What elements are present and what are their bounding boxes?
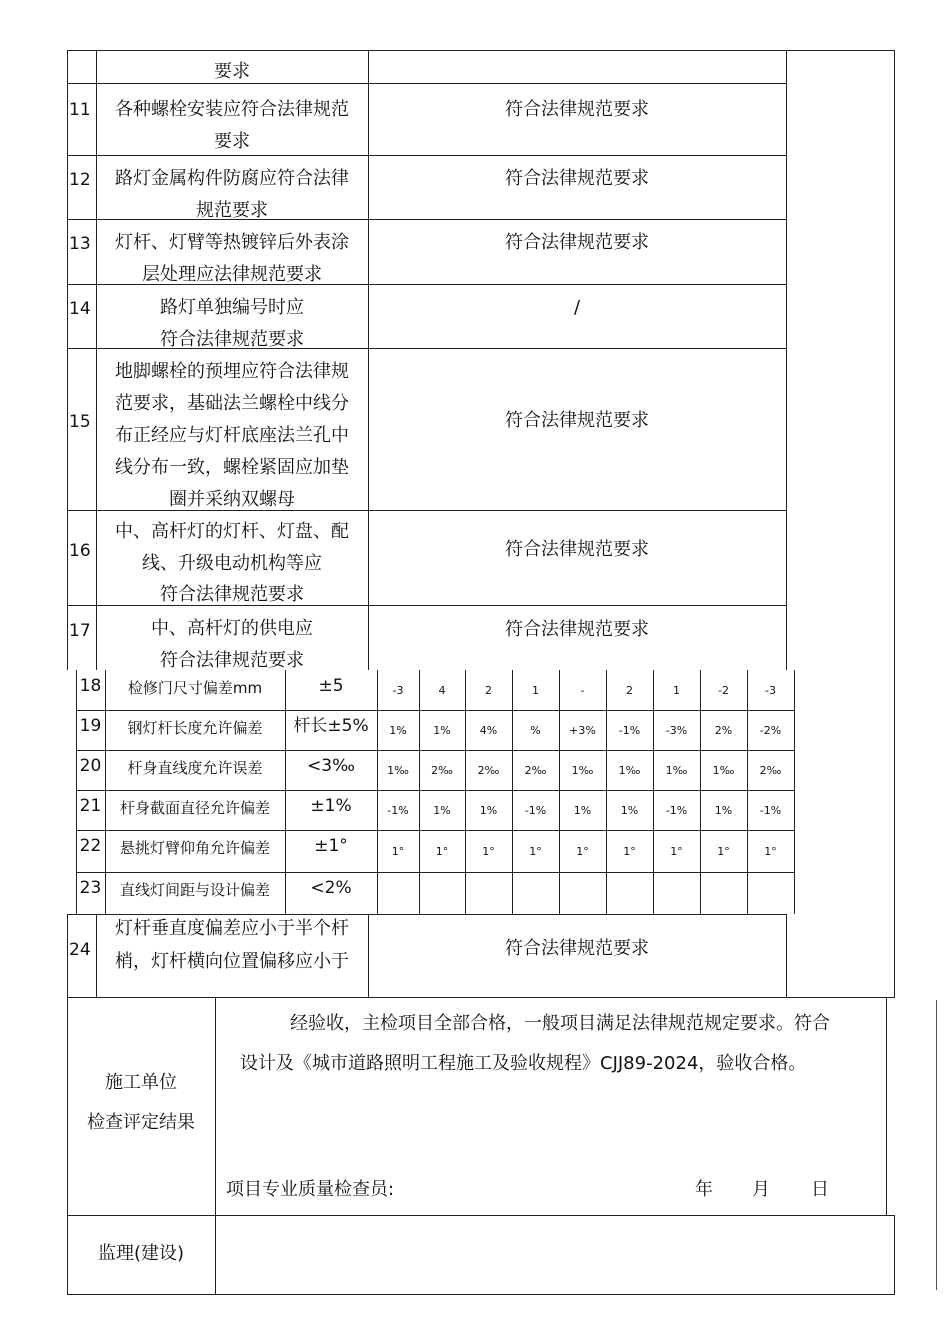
measured-value: 1‰	[712, 764, 735, 777]
measured-value: 1‰	[571, 764, 594, 777]
measure-limit: <2%	[310, 878, 352, 898]
table-border	[76, 790, 794, 791]
table-border	[465, 670, 466, 914]
table-border	[215, 997, 216, 1294]
measured-value: -1%	[665, 804, 688, 817]
row-description: 路灯金属构件防腐应符合法律 规范要求	[115, 168, 349, 221]
measure-item: 杆身截面直径允许偏差	[119, 799, 270, 817]
table-border	[377, 670, 378, 914]
table-border	[67, 997, 895, 998]
table-border	[368, 50, 369, 670]
measured-value: -1%	[387, 804, 409, 817]
measured-value: +3%	[569, 724, 596, 737]
conclusion-text-line-1: 经验收，主检项目全部合格，一般项目满足法律规范规定要求。符合	[290, 1013, 830, 1034]
table-border	[105, 670, 106, 914]
table-border	[67, 50, 68, 670]
table-border	[67, 1294, 895, 1295]
scan-edge-mark	[936, 1000, 937, 1290]
row-description: 路灯单独编号时应 符合法律规范要求	[160, 297, 304, 350]
measured-value: 4	[438, 684, 446, 697]
conclusion-text-line-2: 设计及《城市道路照明工程施工及验收规程》CJJ89-2024，验收合格。	[240, 1053, 807, 1074]
measured-value: 2‰	[759, 764, 782, 777]
measured-value: -1%	[524, 804, 547, 817]
measured-value: %	[530, 724, 541, 737]
measured-value: 1‰	[665, 764, 688, 777]
row-description: 灯杆垂直度偏差应小于半个杆 梢，灯杆横向位置偏移应小于	[115, 918, 349, 972]
conclusion-label: 施工单位 检查评定结果	[87, 1072, 195, 1133]
measured-value: 1°	[717, 845, 730, 858]
table-border	[67, 914, 68, 998]
row-number: 15	[69, 412, 91, 432]
measured-value: 1	[673, 684, 680, 697]
measured-value: 1°	[435, 845, 449, 858]
table-border	[419, 670, 420, 914]
date-day: 日	[811, 1179, 829, 1200]
measured-value: 1°	[764, 845, 777, 858]
measured-value: -2	[718, 684, 729, 697]
table-border	[76, 872, 794, 873]
row-result: 符合法律规范要求	[505, 168, 649, 189]
date-year: 年	[695, 1179, 713, 1200]
measured-value: 1°	[391, 845, 405, 858]
measured-value: 2‰	[477, 764, 500, 777]
row-number: 22	[79, 836, 102, 856]
measured-value: -3	[392, 684, 404, 697]
row-description: 灯杆、灯臂等热镀锌后外表涂 层处理应法律规范要求	[115, 232, 349, 285]
measured-value: 1%	[479, 804, 498, 817]
table-border	[886, 997, 887, 1215]
measure-item: 悬挑灯臂仰角允许偏差	[119, 839, 270, 857]
measured-value: 1%	[573, 804, 592, 817]
measured-value: 1%	[620, 804, 639, 817]
row-result: /	[573, 297, 581, 318]
row-number: 11	[69, 100, 91, 120]
measured-value: 1‰	[387, 764, 409, 777]
table-border	[700, 670, 701, 914]
row-number: 18	[79, 676, 102, 696]
measured-value: 4%	[479, 724, 498, 737]
table-border	[894, 1215, 895, 1294]
table-border	[786, 50, 787, 670]
measured-value: 1%	[389, 724, 407, 737]
row-number: 19	[79, 716, 102, 736]
table-border	[76, 750, 794, 751]
row-number: 12	[69, 170, 91, 190]
row-description: 要求	[214, 61, 250, 82]
measured-value: 2%	[714, 724, 733, 737]
measure-item: 直线灯间距与设计偏差	[119, 881, 270, 899]
measure-item: 检修门尺寸偏差mm	[127, 679, 263, 697]
table-border	[894, 50, 895, 998]
measured-value: 1%	[433, 724, 451, 737]
measured-value: -2%	[759, 724, 782, 737]
measured-value: 1°	[529, 845, 542, 858]
row-number: 17	[69, 621, 91, 641]
table-border	[606, 670, 607, 914]
measured-value: 1°	[482, 845, 495, 858]
row-number: 21	[79, 796, 102, 816]
table-border	[67, 50, 895, 51]
table-border	[76, 670, 77, 914]
row-result: 符合法律规范要求	[505, 539, 649, 560]
table-border	[76, 830, 794, 831]
measured-value: -1%	[759, 804, 782, 817]
row-description: 中、高杆灯的供电应 符合法律规范要求	[151, 618, 313, 671]
table-border	[285, 670, 286, 914]
measure-limit: ±1°	[314, 836, 348, 856]
measured-value: 1	[532, 684, 539, 697]
table-border	[653, 670, 654, 914]
row-description: 各种螺栓安装应符合法律规范 要求	[115, 99, 349, 152]
measure-limit: <3‰	[307, 756, 355, 776]
table-border	[512, 670, 513, 914]
measured-value: 1°	[623, 845, 636, 858]
inspector-label: 项目专业质量检查员:	[226, 1179, 395, 1200]
measured-value: -3	[765, 684, 776, 697]
date-month: 月	[752, 1179, 770, 1200]
measure-item: 杆身直线度允许误差	[127, 759, 263, 777]
measured-value: -3%	[665, 724, 688, 737]
measured-value: 1°	[576, 845, 589, 858]
table-border	[794, 670, 795, 914]
measured-value: 1%	[714, 804, 733, 817]
row-result: 符合法律规范要求	[505, 619, 649, 640]
row-number: 13	[69, 234, 91, 254]
measure-item: 钢灯杆长度允许偏差	[127, 719, 263, 737]
row-result: 符合法律规范要求	[505, 232, 649, 253]
row-result: 符合法律规范要求	[505, 938, 649, 959]
table-border	[76, 710, 794, 711]
measured-value: -1%	[618, 724, 641, 737]
row-number: 24	[69, 940, 91, 960]
measured-value: 2‰	[524, 764, 547, 777]
measure-limit: 杆长±5%	[293, 716, 369, 736]
row-number: 20	[79, 756, 102, 776]
measured-value: -	[580, 684, 585, 697]
measured-value: 2‰	[431, 764, 453, 777]
measured-value: 1°	[670, 845, 683, 858]
measured-value: 1‰	[618, 764, 641, 777]
row-description: 中、高杆灯的灯杆、灯盘、配 线、升级电动机构等应 符合法律规范要求	[115, 521, 349, 605]
row-description: 地脚螺栓的预埋应符合法律规 范要求，基础法兰螺栓中线分 布正经应与灯杆底座法兰孔中 线分布一致，螺栓紧固应加垫 圈并采纳双螺母	[115, 361, 349, 510]
measure-limit: ±5	[318, 676, 344, 696]
table-border	[67, 1215, 895, 1216]
supervision-label: 监理(建设)	[97, 1243, 185, 1264]
measured-value: 2	[485, 684, 492, 697]
row-number: 23	[79, 878, 102, 898]
row-result: 符合法律规范要求	[505, 410, 649, 431]
table-border	[559, 670, 560, 914]
measure-limit: ±1%	[310, 796, 352, 816]
measured-value: 1%	[433, 804, 451, 817]
row-number: 16	[69, 541, 91, 561]
row-result: 符合法律规范要求	[505, 99, 649, 120]
measured-value: 2	[626, 684, 633, 697]
table-border	[747, 670, 748, 914]
row-number: 14	[69, 299, 91, 319]
table-border	[786, 914, 787, 998]
